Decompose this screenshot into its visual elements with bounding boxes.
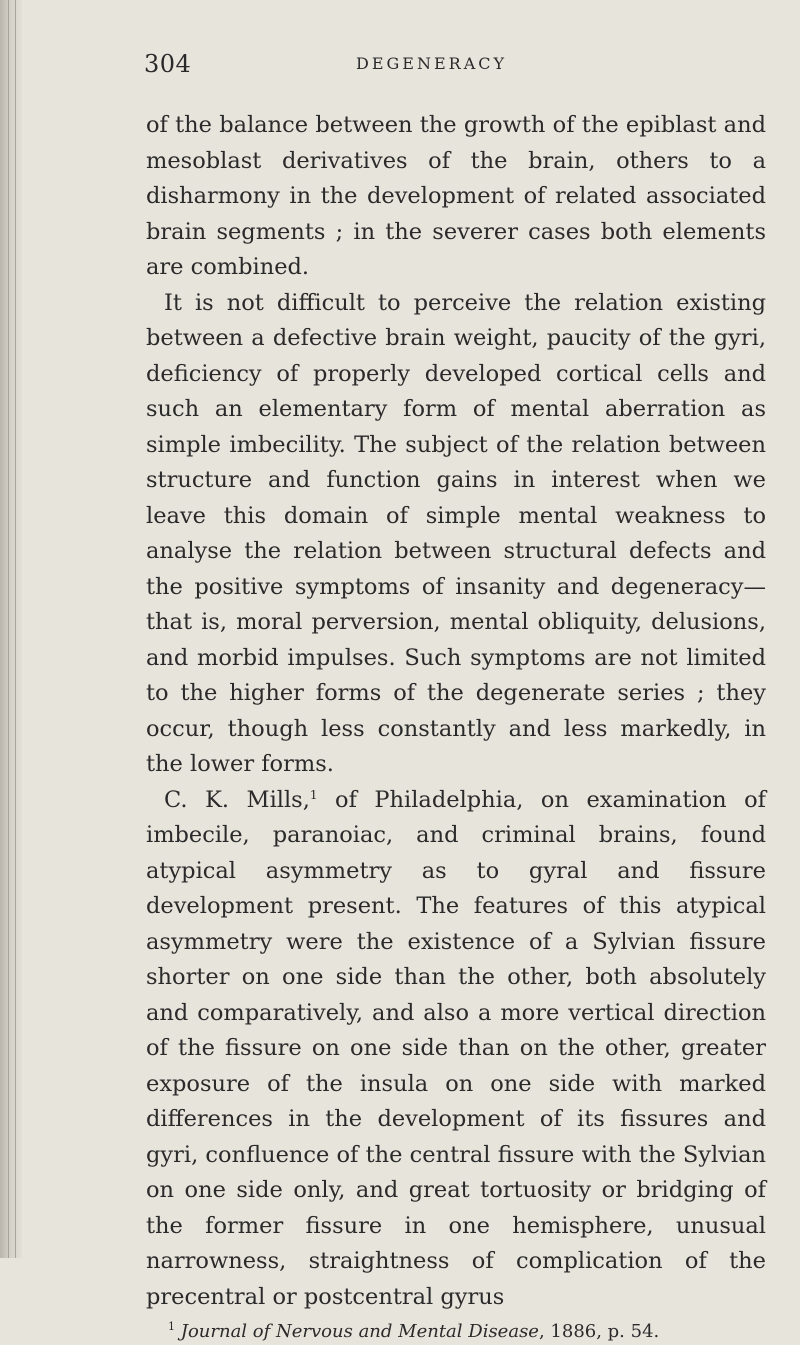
gutter-edge-line <box>8 0 9 1258</box>
paragraph-3 <box>146 783 766 1316</box>
running-title: DEGENERACY <box>356 54 508 73</box>
book-page <box>146 48 766 1345</box>
page-number: 304 <box>144 50 192 78</box>
footnote <box>168 1319 766 1345</box>
footnote-marker: 1 <box>168 1320 175 1333</box>
footnote-details: , 1886, p. 54. <box>538 1321 660 1342</box>
page-header <box>146 48 766 88</box>
paragraph-3-rest: of Philadelphia, on examination of imbecile, paranoiac, and criminal brains, found atypical asymmetry as to gyral and fissure development present. The features of this atypical asymmetry were the existence of a Sylvian fissure shorter on one side than the other, both absolutely and comparatively, and also a more vertical direction of the fissure on one side than on the other, greater exposure of the insula on one side with marked differences in the development of its fissures and gyri, confluence of the central fissure with the Sylvian on one side only, and great tortuosity or bridging of the former fissure in one hemisphere, unusual narrowness, straightness of complication of the precentral or postcentral gyrus <box>146 786 766 1310</box>
page-gutter-shadow <box>0 0 22 1258</box>
paragraph-3-lead: C. K. Mills, <box>164 786 310 813</box>
paragraph-1: of the balance between the growth of the epiblast and mesoblast derivatives of the brain, others to a disharmony in the development of related associated brain segments ; in the severer cases both elements are combined. <box>146 112 766 280</box>
body-text <box>146 108 766 1315</box>
gutter-edge-line <box>15 0 16 1258</box>
footnote-reference: 1 <box>309 787 318 802</box>
footnote-journal: Journal of Nervous and Mental Disease <box>180 1321 539 1342</box>
paragraph-2: It is not difficult to perceive the relation existing between a defective brain weight, paucity of the gyri, deficiency of properly developed cortical cells and such an elementary form of mental aberration as simple imbecility. The subject of the relation between structure and function gains in interest when we leave this domain of simple mental weakness to analyse the relation between structural defects and the positive symptoms of insanity and degeneracy—that is, moral perversion, mental obliquity, delusions, and morbid impulses. Such symptoms are not limited to the higher forms of the degenerate series ; they occur, though less constantly and less markedly, in the lower forms. <box>146 289 766 777</box>
